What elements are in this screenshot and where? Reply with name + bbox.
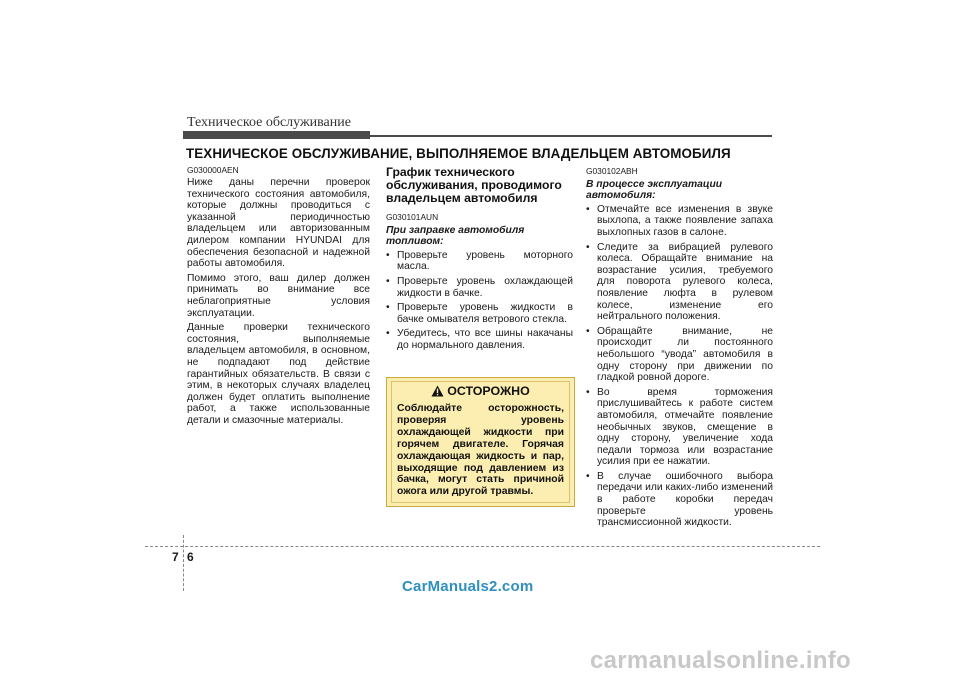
refuel-subtitle: При заправке автомобиля топливом: xyxy=(386,225,525,248)
list-item xyxy=(386,302,573,325)
list-item-text: Во время торможения прислушивайтесь к работе систем автомобиля, отмечайте появление необычных звуков, смещение в одну сторону, увеличение хода педали тормоза или возрастание усилия при ее нажатии. xyxy=(597,386,773,468)
watermark-link[interactable]: CarManuals2.com xyxy=(402,578,534,595)
bullet-icon: • xyxy=(586,386,590,398)
bullet-icon: • xyxy=(386,328,390,340)
column-schedule xyxy=(386,166,573,355)
intro-paragraph: Ниже даны перечни проверок технического состояния автомобиля, которые должны проводиться с указанной периодичностью владельцем или авторизованным дилером компании HYUNDAI для обеспечения безопасной и надежной работы автомобиля. xyxy=(187,177,370,270)
page-number-page: 6 xyxy=(187,550,194,564)
driving-subtitle: В процессе эксплуатации автомобиля: xyxy=(586,179,723,202)
page-number-divider xyxy=(183,535,184,591)
section-code: G030000AEN xyxy=(187,165,239,175)
list-item xyxy=(586,242,773,323)
refuel-checklist xyxy=(386,250,573,352)
list-item-text: Проверьте уровень охлаждающей жидкости в бачке. xyxy=(397,276,573,299)
bullet-icon: • xyxy=(586,241,590,253)
warning-triangle-icon xyxy=(431,385,444,397)
list-item xyxy=(586,326,773,384)
list-item-text: Следите за вибрацией рулевого колеса. Обращайте внимание на возрастание усилия, требуемого для поворота рулевого колеса, появление люфта в рулевом колесе, изменение его нейтрального положения. xyxy=(597,241,773,323)
list-item xyxy=(586,204,773,239)
column-driving xyxy=(586,166,773,532)
list-item-text: Отмечайте все изменения в звуке выхлопа, а также появление запаха выхлопных газов в салоне. xyxy=(597,203,773,238)
warning-heading xyxy=(392,384,569,398)
header-tab-bar xyxy=(183,131,370,139)
list-item-text: Проверьте уровень жидкости в бачке омывателя ветрового стекла. xyxy=(397,302,573,325)
watermark-text: carmanualsonline.info xyxy=(590,647,852,674)
intro-paragraph: Данные проверки технического состояния, выполняемые владельцем автомобиля, в основном, не подпадают под действие гарантийных обязательств. В связи с этим, в некоторых случаях владелец должен будет оплатить выполнение работ, а также использованные детали и смазочные материалы. xyxy=(187,322,370,426)
warning-box xyxy=(386,377,575,507)
bullet-icon: • xyxy=(586,203,590,215)
footer-divider xyxy=(145,546,820,547)
bullet-icon: • xyxy=(386,276,390,287)
bullet-icon: • xyxy=(386,302,390,314)
driving-checklist xyxy=(586,204,773,529)
section-code: G030102ABH xyxy=(586,166,638,176)
page-title: ТЕХНИЧЕСКОЕ ОБСЛУЖИВАНИЕ, ВЫПОЛНЯЕМОЕ ВЛАДЕЛЬЦЕМ АВТОМОБИЛЯ xyxy=(186,146,731,161)
intro-paragraph: Помимо этого, ваш дилер должен принимать во внимание все неблагоприятные условия эксплуатации. xyxy=(187,272,370,319)
bullet-icon: • xyxy=(386,249,390,261)
list-item-text: В случае ошибочного выбора передачи или каких-либо изменений в работе коробки передач проверьте уровень трансмиссионной жидкости. xyxy=(597,470,773,529)
list-item xyxy=(386,276,573,299)
list-item xyxy=(386,250,573,273)
header-rule xyxy=(370,135,772,137)
schedule-heading: График технического обслуживания, проводимого владельцем автомобиля xyxy=(386,165,562,205)
section-code: G030101AUN xyxy=(386,212,439,222)
column-intro xyxy=(187,165,370,429)
list-item-text: Проверьте уровень моторного масла. xyxy=(397,249,573,273)
list-item xyxy=(586,471,773,529)
section-header: Техническое обслуживание xyxy=(187,115,351,130)
list-item-text: Обращайте внимание, не происходит ли постоянного небольшого “увода” автомобиля в одну сторону при движении по гладкой ровной дороге. xyxy=(597,325,773,384)
bullet-icon: • xyxy=(586,325,590,337)
list-item-text: Убедитесь, что все шины накачаны до нормального давления. xyxy=(397,328,573,351)
list-item xyxy=(386,328,573,351)
warning-heading-text: ОСТОРОЖНО xyxy=(447,384,530,398)
bullet-icon: • xyxy=(586,470,590,482)
warning-inner-frame xyxy=(391,381,570,503)
warning-text: Соблюдайте осторожность, проверяя уровень охлаждающей жидкости при горячем двигателе. Горячая охлаждающая жидкость и пар, выходящие под давлением из бачка, могут стать причиной ожога или другой травмы. xyxy=(397,403,564,498)
list-item xyxy=(586,387,773,468)
page-number-chapter: 7 xyxy=(172,550,179,564)
